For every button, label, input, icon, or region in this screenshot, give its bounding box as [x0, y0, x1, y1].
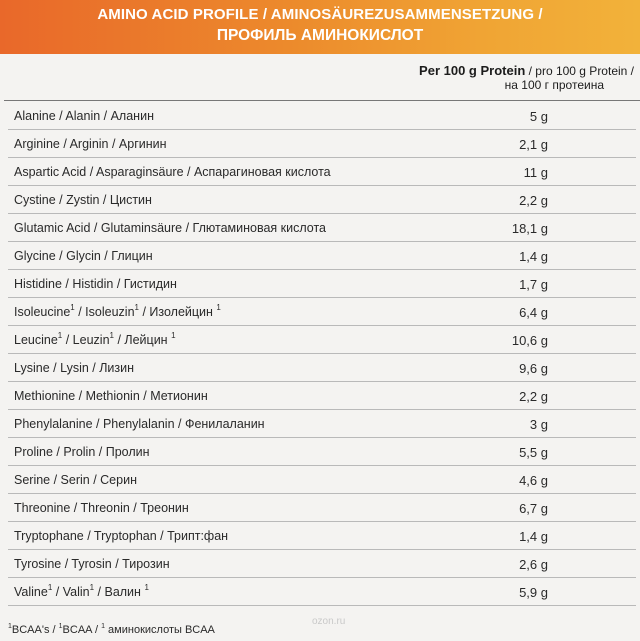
table-row [8, 158, 636, 186]
table-row [8, 578, 636, 606]
amino-acid-name: Glutamic Acid / Glutaminsäure / Глютаминовая кислота [14, 221, 327, 235]
amino-acid-value: 5,5 g [519, 445, 548, 460]
header-divider [4, 100, 640, 101]
amino-acid-value: 5,9 g [519, 585, 548, 600]
table-row [8, 354, 636, 382]
amino-acid-name: Threonine / Threonin / Треонин [14, 501, 189, 515]
footnote-marker: 1 [101, 623, 105, 630]
title-banner [0, 0, 640, 54]
amino-acid-value: 2,2 g [519, 389, 548, 404]
amino-acid-value: 6,4 g [519, 305, 548, 320]
amino-acid-value: 2,1 g [519, 137, 548, 152]
table-row [8, 326, 636, 354]
name-ru: / Валин [97, 585, 141, 599]
amino-acid-value: 1,7 g [519, 277, 548, 292]
amino-acid-value: 2,2 g [519, 193, 548, 208]
amino-acid-value: 3 g [529, 417, 548, 432]
name-ru: / Лейцин [117, 333, 168, 347]
amino-acid-name [14, 585, 149, 599]
title-line-2: ПРОФИЛЬ АМИНОКИСЛОТ [216, 27, 424, 44]
column-header-rest: / pro 100 g Protein / [525, 64, 634, 78]
table-row [8, 550, 636, 578]
amino-acid-name: Methionine / Methionin / Метионин [14, 389, 208, 403]
amino-acid-value: 11 g [523, 165, 548, 180]
name-de: / Leuzin [65, 333, 110, 347]
amino-acid-value: 4,6 g [519, 473, 548, 488]
table-row [8, 494, 636, 522]
amino-acid-name [14, 333, 176, 347]
amino-acid-name: Serine / Serin / Серин [14, 473, 137, 487]
bcaa-marker: 1 [171, 331, 176, 340]
footnote-ru: аминокислоты BCAA [108, 624, 215, 636]
table-row [8, 102, 636, 130]
name-ru: / Изолейцин [142, 305, 213, 319]
table-row [8, 186, 636, 214]
amino-acid-table [8, 102, 636, 606]
amino-acid-name: Glycine / Glycin / Глицин [14, 249, 153, 263]
bcaa-marker: 1 [47, 583, 53, 592]
amino-acid-value: 10,6 g [511, 333, 548, 348]
amino-acid-name: Cystine / Zystin / Цистин [14, 193, 152, 207]
amino-acid-name: Tyrosine / Tyrosin / Тирозин [14, 557, 170, 571]
amino-acid-name: Alanine / Alanin / Аланин [14, 109, 154, 123]
name-en: Leucine [14, 333, 58, 347]
table-row [8, 410, 636, 438]
title-line-1: AMINO ACID PROFILE / AMINOSÄUREZUSAMMENSETZUNG / [97, 6, 543, 23]
footnote-marker: 1 [58, 623, 63, 630]
amino-acid-name: Histidine / Histidin / Гистидин [14, 277, 177, 291]
bcaa-marker: 1 [134, 303, 139, 312]
amino-acid-name: Phenylalanine / Phenylalanin / Фенилаланин [14, 417, 265, 431]
table-row [8, 214, 636, 242]
bcaa-marker: 1 [144, 583, 149, 592]
name-en: Isoleucine [14, 305, 71, 319]
amino-acid-name: Aspartic Acid / Asparaginsäure / Аспарагиновая кислота [14, 165, 331, 179]
name-de: / Valin [55, 585, 90, 599]
table-row [8, 270, 636, 298]
table-row [8, 242, 636, 270]
amino-acid-name: Lysine / Lysin / Лизин [14, 361, 135, 375]
bcaa-marker: 1 [109, 331, 114, 340]
amino-acid-value: 2,6 g [519, 557, 548, 572]
column-header [419, 64, 634, 92]
column-header-bold: Per 100 g Protein [419, 63, 526, 78]
amino-acid-value: 6,7 g [519, 501, 548, 516]
amino-acid-name: Arginine / Arginin / Аргинин [14, 137, 167, 151]
bcaa-marker: 1 [57, 331, 63, 340]
amino-acid-value: 5 g [529, 109, 548, 124]
name-de: / Isoleuzin [78, 305, 135, 319]
table-row [8, 438, 636, 466]
bcaa-marker: 1 [70, 303, 75, 312]
amino-acid-name: Tryptophane / Tryptophan / Трипт:фан [14, 529, 229, 543]
footnote-marker: 1 [8, 623, 12, 630]
amino-acid-name: Proline / Prolin / Пролин [14, 445, 150, 459]
amino-acid-value: 1,4 g [519, 249, 548, 264]
amino-acid-value: 1,4 g [519, 529, 548, 544]
bcaa-marker: 1 [216, 303, 221, 312]
name-en: Valine [14, 585, 48, 599]
table-row [8, 298, 636, 326]
footnote-en: BCAA's / [11, 624, 59, 636]
bcaa-marker: 1 [89, 583, 95, 592]
footnote [8, 624, 215, 636]
amino-acid-value: 18,1 g [511, 221, 548, 236]
table-row [8, 130, 636, 158]
table-row [8, 382, 636, 410]
column-header-line2: на 100 г протеина [504, 78, 604, 92]
amino-acid-name [14, 305, 221, 319]
watermark: ozon.ru [312, 616, 346, 627]
amino-acid-value: 9,6 g [519, 361, 548, 376]
footnote-de: BCAA / [62, 624, 102, 636]
table-row [8, 522, 636, 550]
table-row [8, 466, 636, 494]
